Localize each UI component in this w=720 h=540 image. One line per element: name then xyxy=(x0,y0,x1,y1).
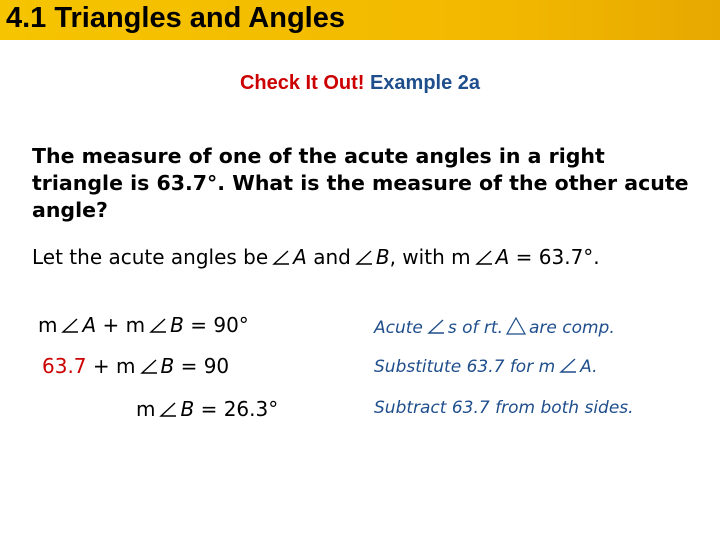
angle-icon xyxy=(427,319,445,334)
angle-icon xyxy=(149,318,167,333)
step-2-value: 63.7 xyxy=(42,354,87,378)
given-and: and xyxy=(313,245,351,269)
step-2-equation xyxy=(42,354,229,378)
step-1-angle-a: A xyxy=(82,313,97,337)
given-with: , with m xyxy=(389,245,471,269)
given-statement xyxy=(32,245,600,269)
title-bar xyxy=(0,0,720,40)
step-1-plus: + m xyxy=(102,313,146,337)
reason-3 xyxy=(374,398,634,418)
angle-b-label: B xyxy=(375,245,390,269)
step-3-equation xyxy=(136,397,278,421)
reason-1 xyxy=(374,317,615,338)
reason-2-part-1: Substitute 63.7 for m xyxy=(374,357,556,377)
example-subtitle xyxy=(0,72,720,95)
reason-1-part-3: are comp. xyxy=(528,318,615,338)
reason-3-text: Subtract 63.7 from both sides. xyxy=(374,398,634,418)
reason-2-part-2: A. xyxy=(580,357,598,377)
step-2-result: = 90 xyxy=(180,354,230,378)
problem-statement: The measure of one of the acute angles in a right triangle is 63.7°. What is the measure of the other acute angle? xyxy=(32,144,689,222)
reason-1-part-2: s of rt. xyxy=(447,318,503,338)
angle-icon xyxy=(140,359,158,374)
angle-icon xyxy=(272,250,290,265)
angle-icon xyxy=(61,318,79,333)
step-3-angle-b: B xyxy=(180,397,195,421)
angle-a-label: A xyxy=(293,245,307,269)
reason-1-part-1: Acute xyxy=(374,318,423,338)
angle-icon xyxy=(159,402,177,417)
step-3-m: m xyxy=(136,397,156,421)
angle-a-label: A xyxy=(495,245,510,269)
step-3-result: = 26.3° xyxy=(200,397,279,421)
triangle-icon xyxy=(506,317,526,335)
angle-icon xyxy=(475,250,493,265)
page-title: 4.1 Triangles and Angles xyxy=(6,2,345,34)
given-value: = 63.7°. xyxy=(515,245,600,269)
step-1-angle-b: B xyxy=(170,313,184,337)
reason-2 xyxy=(374,357,598,377)
angle-icon xyxy=(355,250,373,265)
step-2-plus: + m xyxy=(92,354,136,378)
angle-icon xyxy=(559,358,577,373)
check-it-out-label: Check It Out! xyxy=(239,72,365,94)
step-1-equation xyxy=(38,313,249,337)
given-prefix: Let the acute angles be xyxy=(32,245,269,269)
example-label: Example 2a xyxy=(369,72,481,94)
step-1-result: = 90° xyxy=(190,313,249,337)
step-2-angle-b: B xyxy=(160,354,175,378)
step-1-m: m xyxy=(38,313,58,337)
